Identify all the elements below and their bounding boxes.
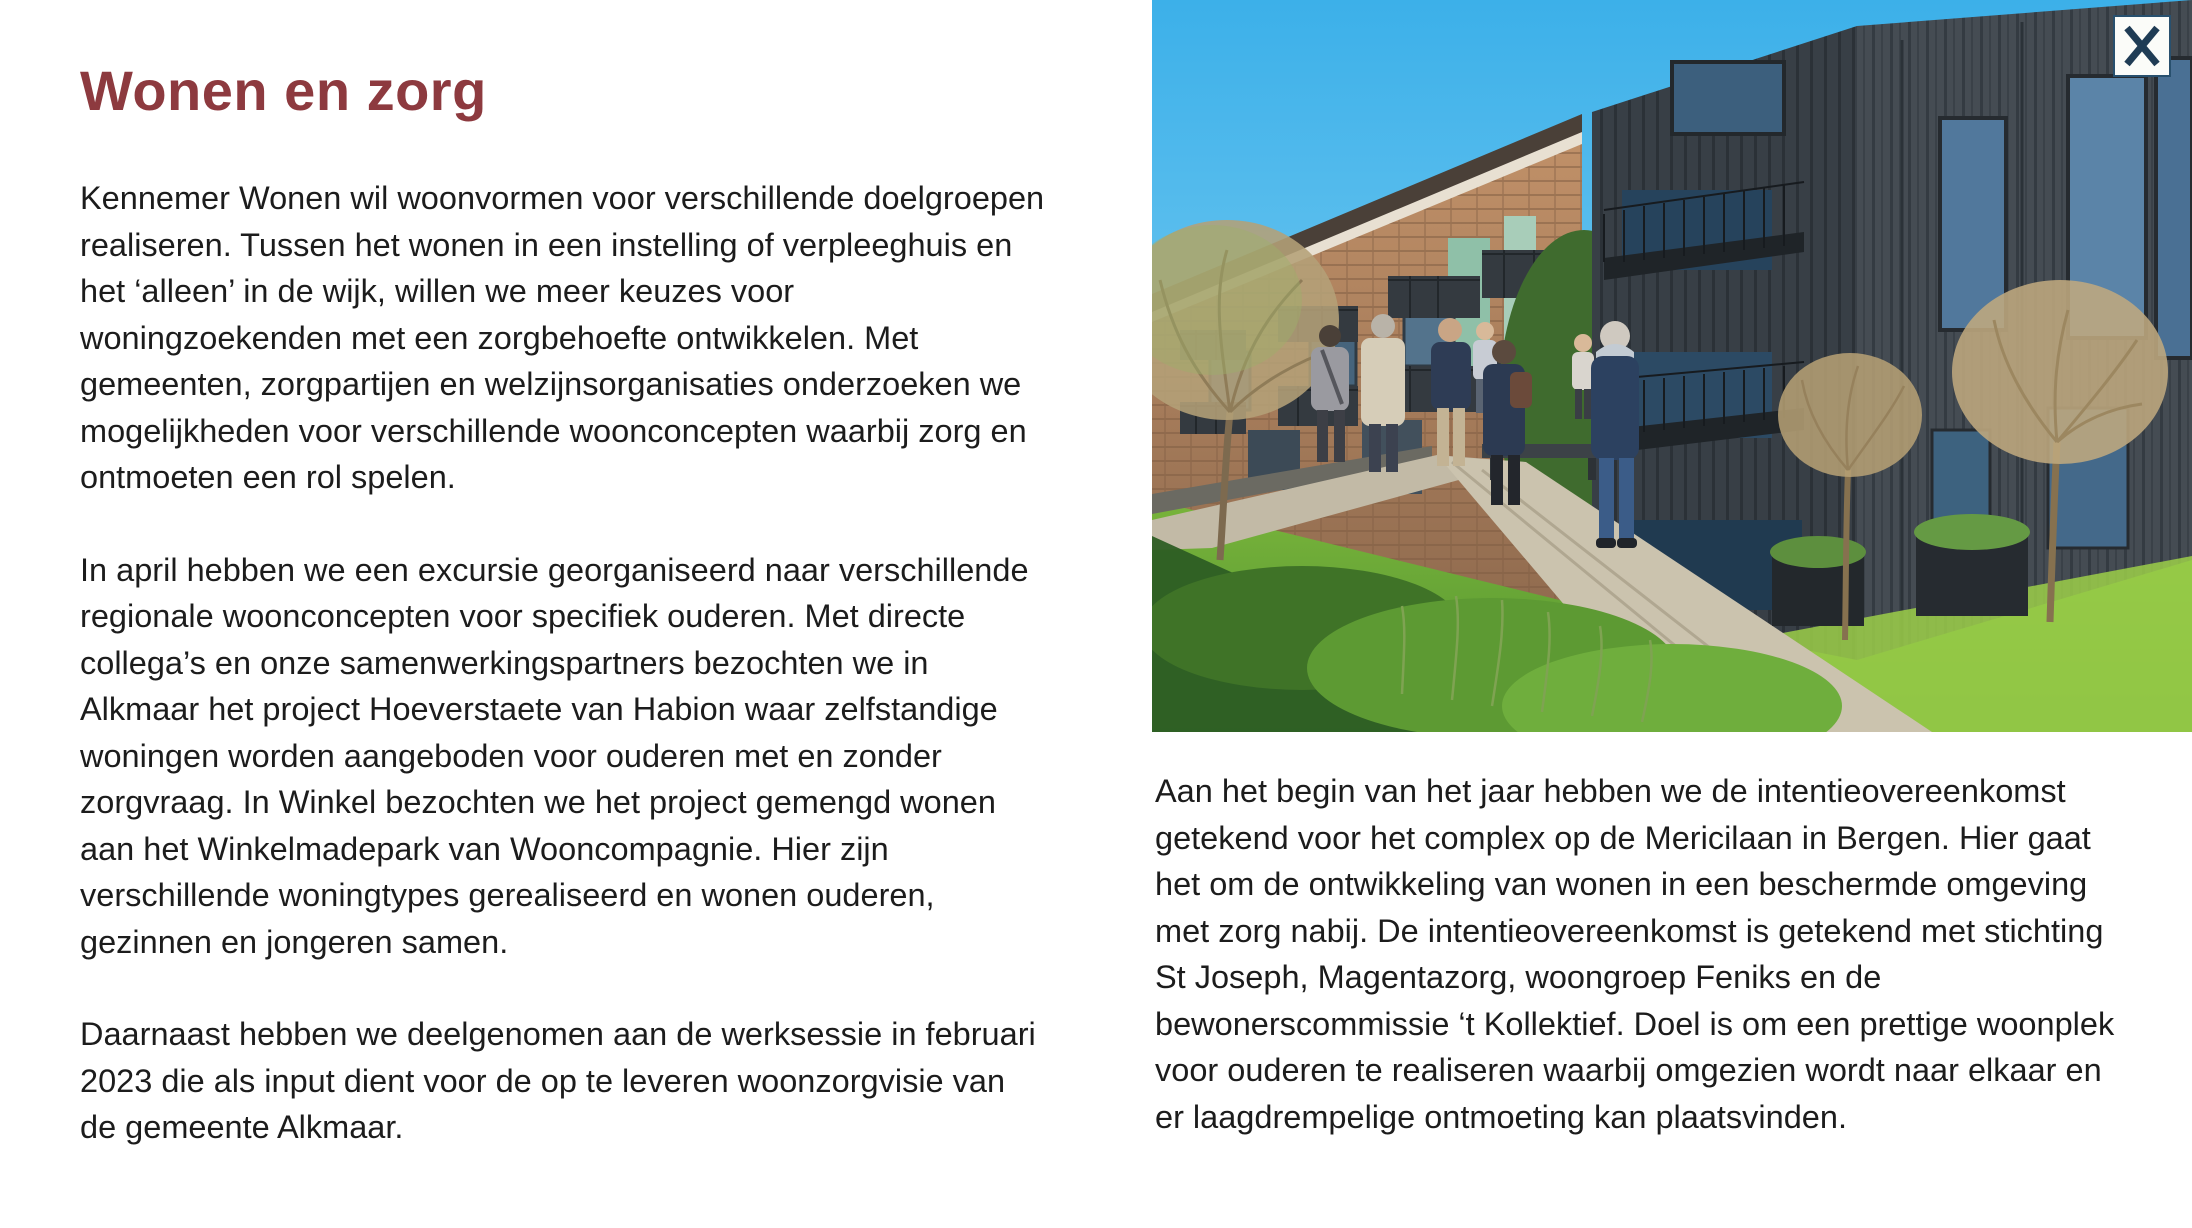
close-icon bbox=[2123, 24, 2161, 68]
article-column bbox=[80, 58, 1048, 1197]
close-button[interactable] bbox=[2113, 15, 2171, 77]
article-paragraph-2: In april hebben we een excursie georganiseerd naar verschillende regionale woonconcepten voor specifiek ouderen. Met directe collega’s en onze samenwerkingspartners bezochten we in Alkmaar het project Hoeverstaete van Habion waar zelfstandige woningen worden aangeboden voor ouderen met en zonder zorgvraag. In Winkel bezochten we het project gemengd wonen aan het Winkelmadepark van Wooncompagnie. Hier zijn verschillende woningtypes gerealiseerd en wonen ouderen, gezinnen en jongeren samen. bbox=[80, 551, 1029, 960]
photo-caption-column bbox=[1155, 768, 2119, 1186]
photo-paragraph: Aan het begin van het jaar hebben we de intentieovereenkomst getekend voor het complex op de Mericilaan in Bergen. Hier gaat het om de ontwikkeling van wonen in een beschermde omgeving met zorg nabij. De intentieovereenkomst is getekend met stichting St Joseph, Magentazorg, woongroep Feniks en de bewonerscommissie ‘t Kollektief. Doel is om een prettige woonplek voor ouderen te realiseren waarbij omgezien wordt naar elkaar en er laagdrempelige ontmoeting kan plaatsvinden. bbox=[1155, 773, 2115, 1135]
article-photo bbox=[1152, 0, 2192, 732]
article-paragraph-1: Kennemer Wonen wil woonvormen voor verschillende doelgroepen realiseren. Tussen het wonen in een instelling of verpleeghuis en het ‘alleen’ in de wijk, willen we meer keuzes voor woningzoekenden met een zorgbehoefte ontwikkelen. Met gemeenten, zorgpartijen en welzijnsorganisaties onderzoeken we mogelijkheden voor verschillende woonconcepten waarbij zorg en ontmoeten een rol spelen. bbox=[80, 180, 1045, 495]
page-title: Wonen en zorg bbox=[80, 59, 487, 122]
apartment-complex-photo bbox=[1152, 0, 2192, 732]
article-paragraph-3: Daarnaast hebben we deelgenomen aan de werksessie in februari 2023 die als input dient voor de op te leveren woonzorgvisie van de gemeente Alkmaar. bbox=[80, 1016, 1036, 1145]
